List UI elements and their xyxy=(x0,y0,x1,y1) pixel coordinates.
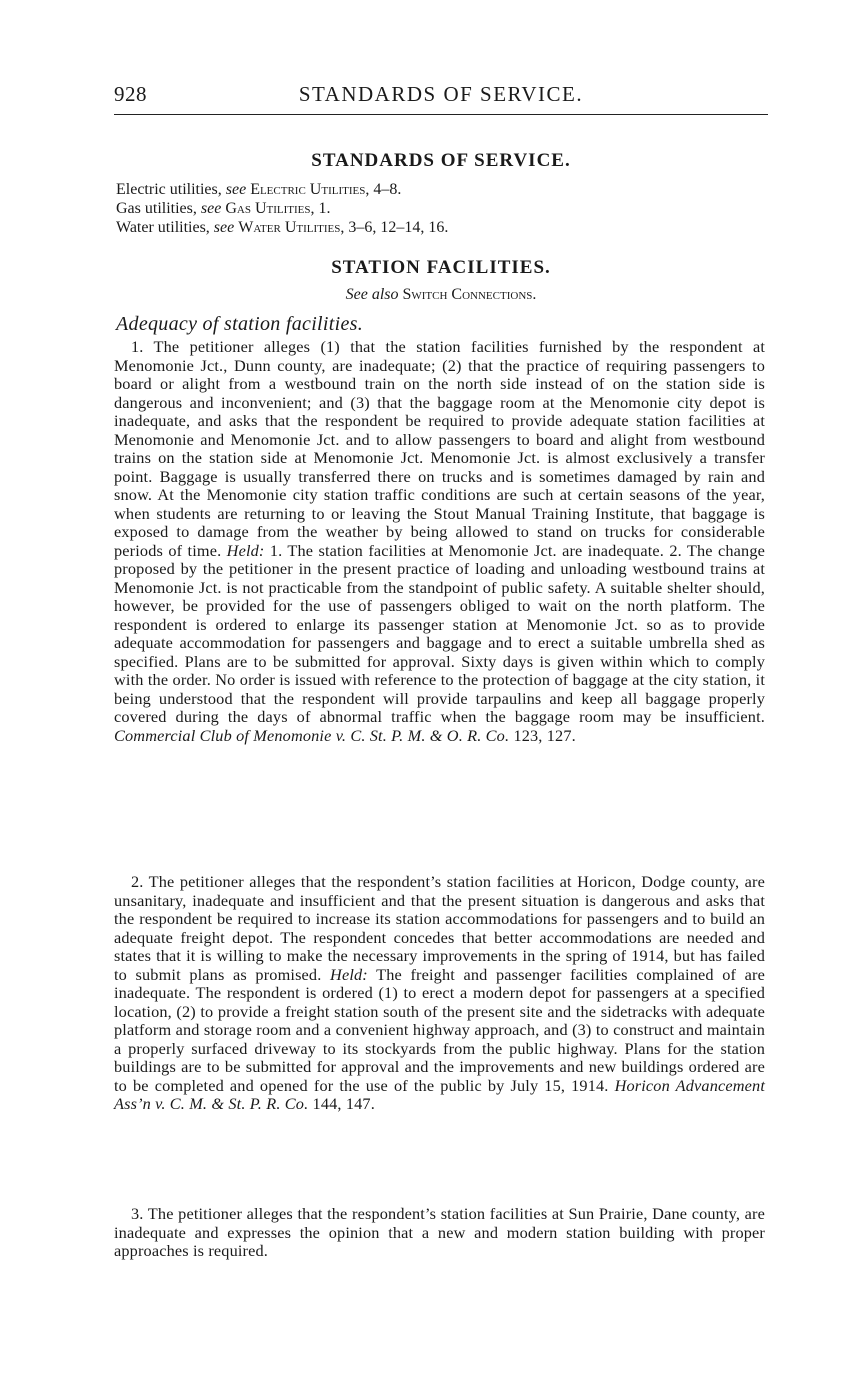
paragraph-text: 3. The petitioner alleges that the respondent’s station facilities at Sun Prairie, Dane county, are inadequate and expresses the opinion that a new and modern station building with proper approaches is required. xyxy=(114,1204,765,1260)
xref-gas xyxy=(116,199,330,218)
xref-see: see xyxy=(200,200,222,217)
running-head: STANDARDS OF SERVICE. xyxy=(298,82,584,106)
paragraph-text: 2. The petitioner alleges that the respondent’s station facilities at Horicon, Dodge county, are unsanitary, inadequate and insufficient and that the present situation is dangerous and asks that the respondent be required to increase its station accommodations for passengers and to build an adequate freight depot. The respondent concedes that better accommodations are needed and states that it is willing to make the necessary improvements in the spring of 1914, but has failed to submit plans as promised. xyxy=(114,872,765,984)
xref-target: Water Utilities, xyxy=(238,219,345,236)
xref-water xyxy=(116,218,448,237)
page-number: 928 xyxy=(114,82,147,106)
case-citation: Commercial Club of Menomonie v. C. St. P. M. & O. R. Co. xyxy=(114,725,510,745)
xref-see: see xyxy=(225,181,247,198)
paragraph-text: 1. The petitioner alleges (1) that the station facilities furnished by the respondent at Menomonie Jct., Dunn county, are inadequate; (2) that the practice of requiring passengers to board or alight from a westbound train on the north side instead of on the station side is dangerous and inconvenient; and (3) that the baggage room at the Menomonie city depot is inadequate, and asks that the respondent be required to provide adequate station facilities at Menomonie and Menomonie Jct. and to allow passengers to board and alight from westbound trains on the station side at Menomonie Jct. Menomonie Jct. is almost exclusively a transfer point. Baggage is usually transferred there on trucks and is sometimes damaged by rain and snow. At the Menomonie city station traffic conditions are such at certain seasons of the year, when students are returning to or leaving the Stout Manual Training Institute, that baggage is exposed to damage from the weather by being allowed to stand on trucks for considerable periods of time. xyxy=(114,337,765,560)
page-header xyxy=(114,80,768,115)
see-also-label: See also xyxy=(345,286,399,303)
paragraph-holding: The freight and passenger facilities complained of are inadequate. The respondent is ordered (1) to erect a modern depot for passengers at a specified location, (2) to provide a freight station south of the present site and the sidetracks with adequate platform and storage room and a convenient highway approach, and (3) to construct and maintain a properly surfaced driveway to its stockyards from the public highway. Plans for the station buildings are to be submitted for approval and the improvements and new buildings ordered are to be completed and opened for the use of the public by July 15, 1914. xyxy=(114,964,765,1095)
paragraph-3 xyxy=(114,1205,765,1261)
xref-electric xyxy=(116,180,401,199)
xref-pages: 4–8. xyxy=(373,181,402,198)
see-also-target: Switch Connections. xyxy=(402,286,537,303)
xref-label: Gas utilities, xyxy=(116,200,197,217)
xref-pages: 3–6, 12–14, 16. xyxy=(348,219,449,236)
case-pages: 144, 147. xyxy=(312,1094,375,1113)
xref-pages: 1. xyxy=(318,200,331,217)
xref-label: Water utilities, xyxy=(116,219,210,236)
held-label: Held: xyxy=(226,540,265,560)
held-label: Held: xyxy=(330,964,368,984)
paragraph-holding: 1. The station facilities at Menomonie Jct. are inadequate. 2. The change proposed by the petitioner in the present practice of loading and unloading westbound trains at Menomonie Jct. is not practicable from the standpoint of public safety. A suitable shelter should, however, be provided for the use of passengers obliged to wait on the north platform. The respondent is ordered to enlarge its passenger station at Menomonie Jct. so as to provide adequate accommodation for passengers and baggage and to erect a suitable umbrella shed as specified. Plans are to be submitted for approval. Sixty days is given within which to comply with the order. No order is issued with reference to the protection of baggage at the city station, it being understood that the respondent will provide tarpaulins and keep all baggage properly covered during the days of abnormal traffic when the baggage room may be insufficient. xyxy=(114,540,766,726)
xref-label: Electric utilities, xyxy=(116,181,222,198)
paragraph-1 xyxy=(114,338,765,745)
paragraph-2 xyxy=(114,873,765,1114)
case-citation: Horicon Advancement Ass’n v. C. M. & St. P. R. Co. xyxy=(114,1075,765,1113)
section-title-standards: STANDARDS OF SERVICE. xyxy=(311,150,571,171)
case-pages: 123, 127. xyxy=(513,725,576,745)
xref-see: see xyxy=(213,219,235,236)
subhead-adequacy: Adequacy of station facilities. xyxy=(116,313,364,335)
see-also-line xyxy=(114,286,768,304)
section-title-station: STATION FACILITIES. xyxy=(331,257,551,278)
xref-target: Gas Utilities, xyxy=(225,200,315,217)
xref-target: Electric Utilities, xyxy=(250,181,370,198)
